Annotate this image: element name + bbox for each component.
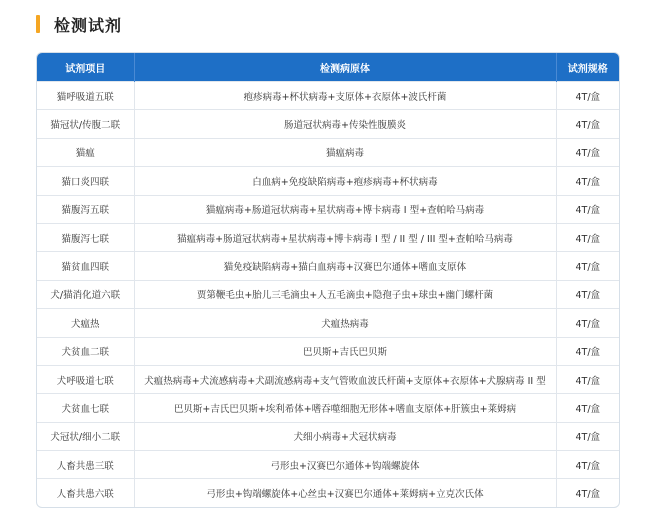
cell-pathogens: 疱疹病毒+杯状病毒+支原体+衣原体+波氏杆菌 (134, 82, 556, 110)
table-row (37, 138, 619, 166)
column-header-pathogen: 检测病原体 (134, 53, 556, 82)
cell-pathogens: 弓形虫+汉赛巴尔通体+钩端螺旋体 (134, 451, 556, 479)
table-row (37, 223, 619, 251)
cell-pathogens: 白血病+免疫缺陷病毒+疱疹病毒+杯状病毒 (134, 167, 556, 195)
cell-reagent-name: 人畜共患三联 (37, 451, 134, 479)
cell-pathogens: 猫免疫缺陷病毒+猫白血病毒+汉赛巴尔通体+嗜血支原体 (134, 252, 556, 280)
reagent-table (37, 53, 619, 507)
cell-reagent-name: 猫冠状/传腹二联 (37, 110, 134, 138)
column-header-spec: 试剂规格 (556, 53, 619, 82)
cell-spec: 4T/盒 (556, 280, 619, 308)
table-row (37, 422, 619, 450)
cell-spec: 4T/盒 (556, 223, 619, 251)
cell-reagent-name: 猫瘟 (37, 138, 134, 166)
cell-reagent-name: 猫呼吸道五联 (37, 82, 134, 110)
cell-spec: 4T/盒 (556, 309, 619, 337)
table-row (37, 451, 619, 479)
cell-reagent-name: 人畜共患六联 (37, 479, 134, 507)
heading-accent-bar (36, 15, 40, 33)
table-row (37, 309, 619, 337)
cell-spec: 4T/盒 (556, 252, 619, 280)
reagent-table-container (36, 52, 620, 508)
cell-spec: 4T/盒 (556, 479, 619, 507)
table-row (37, 252, 619, 280)
table-row (37, 110, 619, 138)
page-title: 检测试剂 (54, 15, 123, 35)
cell-reagent-name: 犬/猫消化道六联 (37, 280, 134, 308)
cell-pathogens: 弓形虫+钩端螺旋体+心丝虫+汉赛巴尔通体+莱姆病+立克次氏体 (134, 479, 556, 507)
cell-reagent-name: 犬贫血二联 (37, 337, 134, 365)
cell-reagent-name: 猫腹泻五联 (37, 195, 134, 223)
cell-pathogens: 猫瘟病毒+肠道冠状病毒+星状病毒+博卡病毒 I 型+查帕哈马病毒 (134, 195, 556, 223)
cell-pathogens: 肠道冠状病毒+传染性腹膜炎 (134, 110, 556, 138)
cell-reagent-name: 猫腹泻七联 (37, 223, 134, 251)
cell-reagent-name: 犬冠状/细小二联 (37, 422, 134, 450)
table-header-row (37, 53, 619, 82)
cell-spec: 4T/盒 (556, 337, 619, 365)
cell-spec: 4T/盒 (556, 138, 619, 166)
cell-spec: 4T/盒 (556, 365, 619, 393)
cell-pathogens: 犬细小病毒+犬冠状病毒 (134, 422, 556, 450)
cell-pathogens: 巴贝斯+吉氏巴贝斯+埃利希体+嗜吞噬细胞无形体+嗜血支原体+肝簇虫+莱姆病 (134, 394, 556, 422)
table-row (37, 394, 619, 422)
section-heading (36, 12, 122, 36)
cell-pathogens: 犬瘟热病毒+犬流感病毒+犬副流感病毒+支气管败血波氏杆菌+支原体+衣原体+犬腺病毒 II 型 (134, 365, 556, 393)
column-header-item: 试剂项目 (37, 53, 134, 82)
cell-pathogens: 贾第鞭毛虫+胎儿三毛滴虫+人五毛滴虫+隐孢子虫+球虫+幽门螺杆菌 (134, 280, 556, 308)
table-row (37, 479, 619, 507)
cell-pathogens: 猫瘟病毒 (134, 138, 556, 166)
cell-reagent-name: 猫贫血四联 (37, 252, 134, 280)
cell-reagent-name: 犬瘟热 (37, 309, 134, 337)
cell-pathogens: 犬瘟热病毒 (134, 309, 556, 337)
cell-spec: 4T/盒 (556, 195, 619, 223)
table-row (37, 337, 619, 365)
cell-reagent-name: 犬呼吸道七联 (37, 365, 134, 393)
table-row (37, 167, 619, 195)
cell-pathogens: 巴贝斯+吉氏巴贝斯 (134, 337, 556, 365)
cell-spec: 4T/盒 (556, 82, 619, 110)
cell-spec: 4T/盒 (556, 167, 619, 195)
cell-pathogens: 猫瘟病毒+肠道冠状病毒+星状病毒+博卡病毒 I 型 / II 型 / III 型+查帕哈马病毒 (134, 223, 556, 251)
cell-spec: 4T/盒 (556, 394, 619, 422)
cell-reagent-name: 猫口炎四联 (37, 167, 134, 195)
cell-spec: 4T/盒 (556, 422, 619, 450)
table-row (37, 82, 619, 110)
table-row (37, 365, 619, 393)
cell-spec: 4T/盒 (556, 451, 619, 479)
table-row (37, 280, 619, 308)
cell-reagent-name: 犬贫血七联 (37, 394, 134, 422)
cell-spec: 4T/盒 (556, 110, 619, 138)
table-row (37, 195, 619, 223)
